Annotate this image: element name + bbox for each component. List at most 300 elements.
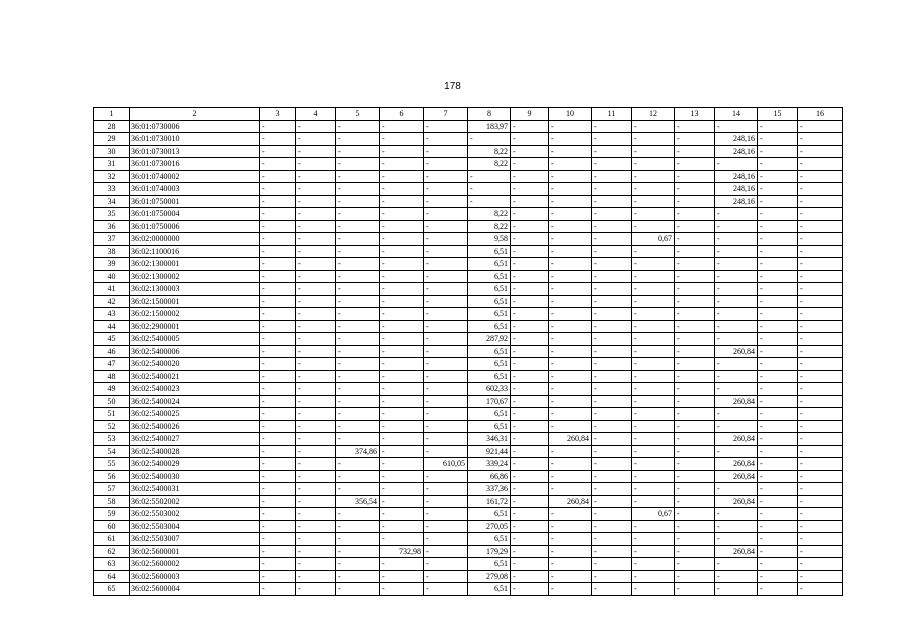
row-number-cell: 34 <box>94 195 130 208</box>
value-cell: - <box>632 520 675 533</box>
value-cell: - <box>798 358 843 371</box>
cadastral-code-cell: 36:02:5503007 <box>130 533 260 546</box>
row-number-cell: 60 <box>94 520 130 533</box>
value-cell: - <box>758 120 798 133</box>
table-row <box>94 270 843 283</box>
value-cell: - <box>511 445 549 458</box>
table-row <box>94 483 843 496</box>
value-cell: - <box>336 533 380 546</box>
value-cell: 170,67 <box>468 395 511 408</box>
value-cell: - <box>424 308 468 321</box>
value-cell: - <box>715 245 758 258</box>
value-cell: - <box>758 208 798 221</box>
value-cell: - <box>296 295 336 308</box>
value-cell: - <box>549 533 592 546</box>
value-cell: - <box>758 408 798 421</box>
value-cell: - <box>511 133 549 146</box>
row-number-cell: 45 <box>94 333 130 346</box>
value-cell: - <box>511 495 549 508</box>
value-cell: - <box>798 195 843 208</box>
table-row <box>94 495 843 508</box>
value-cell: - <box>549 245 592 258</box>
value-cell: - <box>424 145 468 158</box>
value-cell: - <box>632 120 675 133</box>
value-cell: - <box>336 295 380 308</box>
value-cell: 260,84 <box>715 433 758 446</box>
value-cell: - <box>632 195 675 208</box>
value-cell: - <box>336 433 380 446</box>
value-cell: 6,51 <box>468 533 511 546</box>
value-cell: - <box>296 483 336 496</box>
value-cell: - <box>592 470 632 483</box>
value-cell: 248,16 <box>715 195 758 208</box>
value-cell: - <box>758 345 798 358</box>
row-number-cell: 33 <box>94 183 130 196</box>
table-row <box>94 308 843 321</box>
value-cell: - <box>549 133 592 146</box>
value-cell: - <box>260 583 296 596</box>
cadastral-code-cell: 36:02:5502002 <box>130 495 260 508</box>
value-cell: - <box>296 170 336 183</box>
value-cell: - <box>675 558 715 571</box>
value-cell: - <box>380 533 424 546</box>
value-cell: 6,51 <box>468 408 511 421</box>
value-cell: - <box>675 545 715 558</box>
value-cell: - <box>549 183 592 196</box>
value-cell: - <box>336 133 380 146</box>
table-row <box>94 508 843 521</box>
value-cell: - <box>511 283 549 296</box>
value-cell: - <box>424 133 468 146</box>
value-cell: - <box>715 558 758 571</box>
table-row <box>94 395 843 408</box>
value-cell: - <box>632 558 675 571</box>
value-cell: - <box>798 458 843 471</box>
value-cell: - <box>424 445 468 458</box>
value-cell: - <box>798 533 843 546</box>
value-cell: 732,98 <box>380 545 424 558</box>
value-cell: - <box>296 395 336 408</box>
value-cell: - <box>758 495 798 508</box>
value-cell: - <box>758 558 798 571</box>
value-cell: 339,24 <box>468 458 511 471</box>
value-cell: - <box>549 483 592 496</box>
value-cell: - <box>260 183 296 196</box>
value-cell: - <box>758 320 798 333</box>
table-row <box>94 583 843 596</box>
value-cell: - <box>424 533 468 546</box>
value-cell: - <box>675 133 715 146</box>
value-cell: - <box>675 370 715 383</box>
row-number-cell: 28 <box>94 120 130 133</box>
value-cell: - <box>296 433 336 446</box>
value-cell: - <box>336 458 380 471</box>
value-cell: - <box>675 345 715 358</box>
value-cell: - <box>336 208 380 221</box>
value-cell: - <box>758 470 798 483</box>
value-cell: - <box>632 533 675 546</box>
value-cell: - <box>549 470 592 483</box>
column-header: 12 <box>632 108 675 121</box>
value-cell: - <box>260 483 296 496</box>
value-cell: - <box>798 333 843 346</box>
value-cell: - <box>260 283 296 296</box>
value-cell: - <box>380 158 424 171</box>
value-cell: - <box>592 245 632 258</box>
value-cell: - <box>592 495 632 508</box>
value-cell: - <box>632 395 675 408</box>
value-cell: - <box>549 345 592 358</box>
value-cell: - <box>715 295 758 308</box>
value-cell: - <box>511 308 549 321</box>
column-header: 5 <box>336 108 380 121</box>
value-cell: - <box>380 183 424 196</box>
value-cell: - <box>798 220 843 233</box>
value-cell: - <box>798 320 843 333</box>
value-cell: - <box>380 308 424 321</box>
value-cell: - <box>675 120 715 133</box>
value-cell: - <box>549 395 592 408</box>
value-cell: - <box>592 408 632 421</box>
value-cell: 6,51 <box>468 583 511 596</box>
value-cell: - <box>592 308 632 321</box>
value-cell: - <box>424 420 468 433</box>
table-row <box>94 158 843 171</box>
value-cell: - <box>380 283 424 296</box>
value-cell: 287,92 <box>468 333 511 346</box>
value-cell: - <box>592 520 632 533</box>
value-cell: - <box>715 583 758 596</box>
value-cell: - <box>296 558 336 571</box>
table-row <box>94 558 843 571</box>
value-cell: - <box>592 583 632 596</box>
value-cell: - <box>798 383 843 396</box>
value-cell: - <box>758 370 798 383</box>
row-number-cell: 65 <box>94 583 130 596</box>
value-cell: - <box>424 408 468 421</box>
value-cell: - <box>632 208 675 221</box>
value-cell: - <box>549 383 592 396</box>
value-cell: - <box>424 258 468 271</box>
value-cell: - <box>675 533 715 546</box>
value-cell: - <box>424 370 468 383</box>
value-cell: - <box>336 345 380 358</box>
value-cell: - <box>758 220 798 233</box>
value-cell: - <box>336 370 380 383</box>
value-cell: - <box>296 508 336 521</box>
value-cell: - <box>675 458 715 471</box>
cadastral-code-cell: 36:01:0750004 <box>130 208 260 221</box>
value-cell: - <box>632 383 675 396</box>
value-cell: - <box>380 433 424 446</box>
value-cell: - <box>592 170 632 183</box>
value-cell: - <box>592 270 632 283</box>
value-cell: - <box>549 308 592 321</box>
value-cell: - <box>296 408 336 421</box>
value-cell: - <box>336 383 380 396</box>
value-cell: - <box>549 445 592 458</box>
data-table <box>93 107 843 596</box>
value-cell: - <box>260 383 296 396</box>
value-cell: - <box>758 483 798 496</box>
value-cell: 260,84 <box>549 495 592 508</box>
page-number: 178 <box>444 81 461 92</box>
value-cell: - <box>549 420 592 433</box>
cadastral-code-cell: 36:02:5400025 <box>130 408 260 421</box>
value-cell: 610,05 <box>424 458 468 471</box>
value-cell: - <box>380 295 424 308</box>
value-cell: - <box>715 320 758 333</box>
value-cell: 602,33 <box>468 383 511 396</box>
header-row <box>94 108 843 121</box>
value-cell: - <box>715 158 758 171</box>
value-cell: - <box>424 208 468 221</box>
value-cell: - <box>336 183 380 196</box>
value-cell: - <box>380 483 424 496</box>
column-header: 9 <box>511 108 549 121</box>
value-cell: - <box>296 333 336 346</box>
value-cell: - <box>549 545 592 558</box>
value-cell: - <box>632 258 675 271</box>
value-cell: - <box>632 458 675 471</box>
value-cell: - <box>260 170 296 183</box>
column-header: 7 <box>424 108 468 121</box>
value-cell: - <box>260 420 296 433</box>
value-cell: - <box>549 233 592 246</box>
value-cell: - <box>260 470 296 483</box>
value-cell: - <box>675 308 715 321</box>
value-cell: - <box>758 520 798 533</box>
value-cell: - <box>336 120 380 133</box>
value-cell: - <box>632 145 675 158</box>
value-cell: - <box>260 345 296 358</box>
value-cell: - <box>592 295 632 308</box>
value-cell: - <box>511 533 549 546</box>
value-cell: - <box>592 208 632 221</box>
cadastral-code-cell: 36:02:5503004 <box>130 520 260 533</box>
row-number-cell: 59 <box>94 508 130 521</box>
table-row <box>94 383 843 396</box>
cadastral-code-cell: 36:02:5400027 <box>130 433 260 446</box>
column-header: 4 <box>296 108 336 121</box>
value-cell: - <box>758 158 798 171</box>
table-row <box>94 445 843 458</box>
value-cell: - <box>380 133 424 146</box>
value-cell: - <box>798 345 843 358</box>
row-number-cell: 36 <box>94 220 130 233</box>
value-cell: - <box>336 358 380 371</box>
value-cell: - <box>549 170 592 183</box>
value-cell: - <box>675 395 715 408</box>
value-cell: - <box>511 270 549 283</box>
value-cell: 8,22 <box>468 145 511 158</box>
value-cell: - <box>260 545 296 558</box>
value-cell: - <box>260 133 296 146</box>
value-cell: - <box>380 333 424 346</box>
value-cell: - <box>336 420 380 433</box>
value-cell: - <box>336 508 380 521</box>
value-cell: - <box>336 583 380 596</box>
value-cell: 9,58 <box>468 233 511 246</box>
value-cell: - <box>511 358 549 371</box>
value-cell: - <box>511 395 549 408</box>
value-cell: - <box>296 133 336 146</box>
value-cell: - <box>511 483 549 496</box>
table-row <box>94 345 843 358</box>
cadastral-code-cell: 36:01:0750006 <box>130 220 260 233</box>
value-cell: - <box>260 370 296 383</box>
value-cell: - <box>632 333 675 346</box>
value-cell: - <box>675 508 715 521</box>
value-cell: 6,51 <box>468 420 511 433</box>
value-cell: - <box>675 408 715 421</box>
value-cell: - <box>380 358 424 371</box>
value-cell: - <box>424 120 468 133</box>
row-number-cell: 53 <box>94 433 130 446</box>
value-cell: - <box>798 133 843 146</box>
value-cell: - <box>511 170 549 183</box>
value-cell: - <box>260 433 296 446</box>
value-cell: - <box>296 195 336 208</box>
value-cell: - <box>715 308 758 321</box>
value-cell: - <box>380 495 424 508</box>
value-cell: - <box>715 208 758 221</box>
value-cell: - <box>798 270 843 283</box>
value-cell: - <box>758 508 798 521</box>
value-cell: - <box>549 208 592 221</box>
value-cell: - <box>380 208 424 221</box>
value-cell: - <box>296 570 336 583</box>
value-cell: - <box>380 370 424 383</box>
value-cell: - <box>549 508 592 521</box>
value-cell: - <box>549 520 592 533</box>
value-cell: - <box>632 583 675 596</box>
value-cell: - <box>632 245 675 258</box>
value-cell: - <box>632 133 675 146</box>
cadastral-code-cell: 36:02:5400030 <box>130 470 260 483</box>
value-cell: - <box>675 258 715 271</box>
cadastral-code-cell: 36:02:5400023 <box>130 383 260 396</box>
value-cell: - <box>592 433 632 446</box>
table-header <box>94 108 843 121</box>
value-cell: - <box>715 408 758 421</box>
value-cell: - <box>592 120 632 133</box>
value-cell: - <box>296 158 336 171</box>
value-cell: - <box>798 408 843 421</box>
value-cell: 6,51 <box>468 358 511 371</box>
value-cell: - <box>296 458 336 471</box>
value-cell: - <box>511 458 549 471</box>
value-cell: - <box>549 333 592 346</box>
value-cell: - <box>468 183 511 196</box>
value-cell: - <box>424 233 468 246</box>
value-cell: - <box>632 470 675 483</box>
value-cell: - <box>424 395 468 408</box>
cadastral-code-cell: 36:02:5600002 <box>130 558 260 571</box>
value-cell: - <box>758 183 798 196</box>
value-cell: - <box>715 233 758 246</box>
value-cell: - <box>260 458 296 471</box>
value-cell: - <box>260 395 296 408</box>
value-cell: - <box>380 520 424 533</box>
cadastral-code-cell: 36:01:0730010 <box>130 133 260 146</box>
table-row <box>94 133 843 146</box>
value-cell: - <box>380 245 424 258</box>
value-cell: - <box>511 583 549 596</box>
value-cell: - <box>424 570 468 583</box>
value-cell: - <box>675 420 715 433</box>
value-cell: - <box>336 558 380 571</box>
cadastral-code-cell: 36:01:0740002 <box>130 170 260 183</box>
value-cell: - <box>424 158 468 171</box>
value-cell: - <box>758 258 798 271</box>
value-cell: - <box>336 145 380 158</box>
row-number-cell: 32 <box>94 170 130 183</box>
value-cell: 66,86 <box>468 470 511 483</box>
value-cell: - <box>798 233 843 246</box>
value-cell: 6,51 <box>468 558 511 571</box>
value-cell: - <box>336 470 380 483</box>
cadastral-code-cell: 36:02:5503002 <box>130 508 260 521</box>
value-cell: - <box>260 258 296 271</box>
value-cell: - <box>468 195 511 208</box>
value-cell: - <box>511 195 549 208</box>
value-cell: - <box>798 545 843 558</box>
value-cell: - <box>798 395 843 408</box>
value-cell: - <box>260 320 296 333</box>
value-cell: 248,16 <box>715 133 758 146</box>
value-cell: - <box>380 445 424 458</box>
value-cell: - <box>380 258 424 271</box>
value-cell: - <box>260 308 296 321</box>
value-cell: - <box>511 433 549 446</box>
value-cell: - <box>675 358 715 371</box>
cadastral-code-cell: 36:02:5600004 <box>130 583 260 596</box>
value-cell: - <box>715 120 758 133</box>
value-cell: - <box>296 383 336 396</box>
row-number-cell: 30 <box>94 145 130 158</box>
value-cell: - <box>632 445 675 458</box>
value-cell: - <box>675 583 715 596</box>
value-cell: - <box>260 195 296 208</box>
value-cell: - <box>758 170 798 183</box>
value-cell: 6,51 <box>468 508 511 521</box>
row-number-cell: 63 <box>94 558 130 571</box>
value-cell: - <box>296 495 336 508</box>
value-cell: - <box>675 483 715 496</box>
value-cell: 260,84 <box>715 458 758 471</box>
value-cell: 6,51 <box>468 320 511 333</box>
value-cell: - <box>632 495 675 508</box>
value-cell: - <box>511 408 549 421</box>
value-cell: - <box>260 508 296 521</box>
value-cell: - <box>715 533 758 546</box>
value-cell: - <box>758 295 798 308</box>
cadastral-code-cell: 36:01:0750001 <box>130 195 260 208</box>
value-cell: - <box>798 495 843 508</box>
value-cell: - <box>632 308 675 321</box>
value-cell: - <box>632 283 675 296</box>
value-cell: - <box>549 120 592 133</box>
value-cell: - <box>296 533 336 546</box>
value-cell: 374,86 <box>336 445 380 458</box>
value-cell: - <box>468 133 511 146</box>
value-cell: 6,51 <box>468 283 511 296</box>
value-cell: - <box>296 208 336 221</box>
value-cell: - <box>549 158 592 171</box>
value-cell: - <box>675 283 715 296</box>
value-cell: 8,22 <box>468 208 511 221</box>
